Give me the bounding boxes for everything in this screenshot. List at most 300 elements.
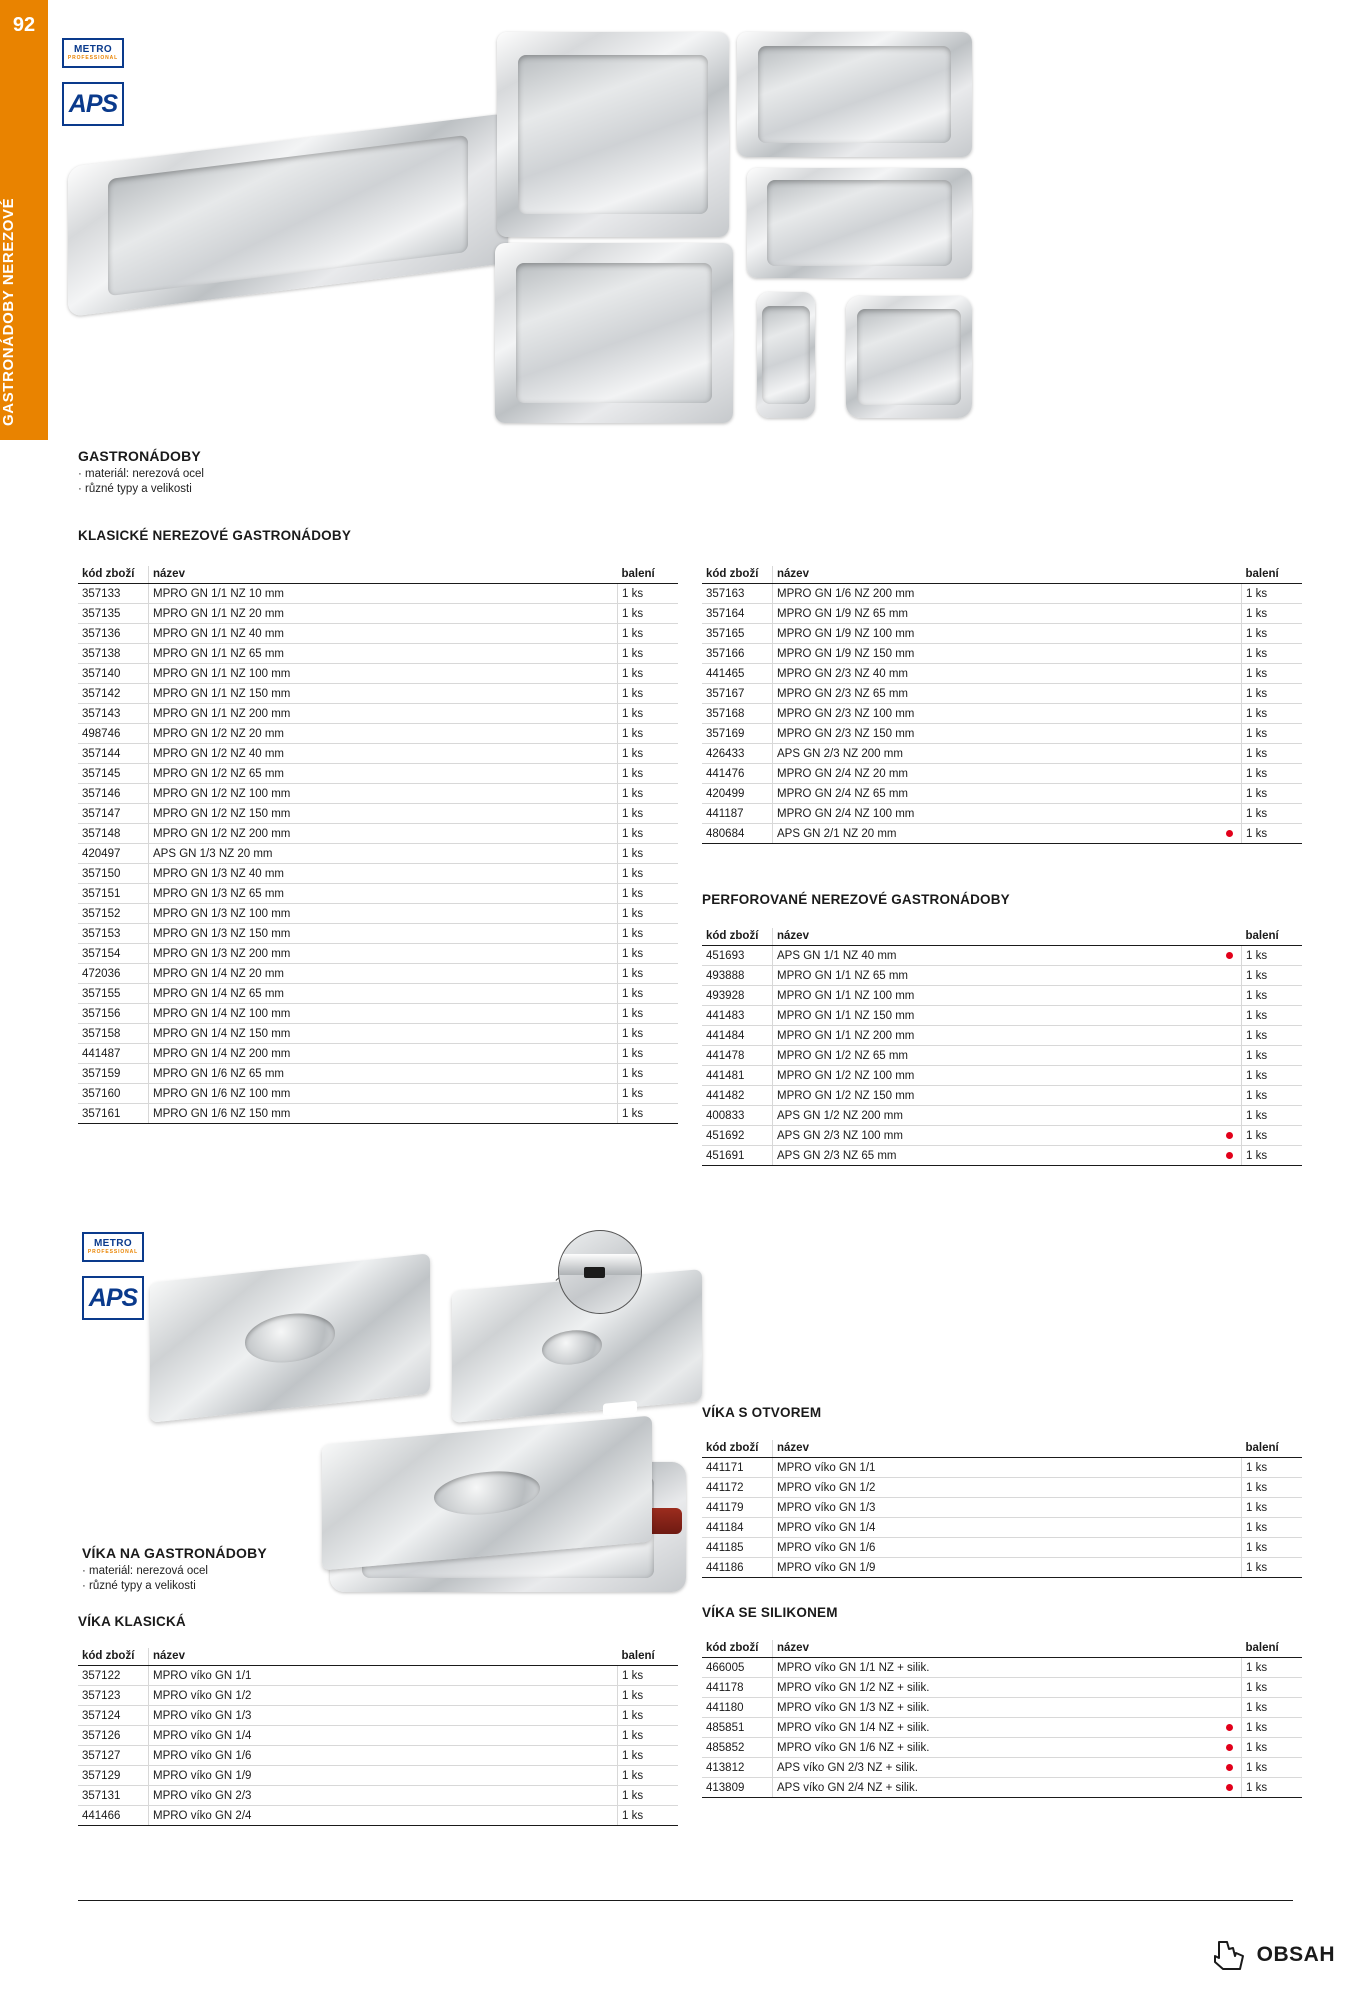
cell-name: MPRO víko GN 1/2 <box>149 1686 594 1706</box>
cell-name: MPRO víko GN 1/4 NZ + silik. <box>773 1718 1218 1738</box>
cell-code: 357138 <box>78 644 149 664</box>
cell-marker <box>1217 1758 1242 1778</box>
cell-marker <box>593 884 618 904</box>
cell-marker <box>1217 1518 1242 1538</box>
table-row <box>702 744 1302 764</box>
cell-code: 357144 <box>78 744 149 764</box>
lids-intro-bullet-1: · materiál: nerezová ocel <box>82 1565 208 1577</box>
cell-code: 357123 <box>78 1686 149 1706</box>
cell-marker <box>1217 1126 1242 1146</box>
cell-name: MPRO víko GN 1/3 NZ + silik. <box>773 1698 1218 1718</box>
cell-marker <box>593 624 618 644</box>
table-row <box>78 1084 678 1104</box>
lids-intro-title: VÍKA NA GASTRONÁDOBY <box>82 1545 267 1561</box>
callout-notch-mark <box>584 1267 605 1278</box>
cell-marker <box>593 704 618 724</box>
cell-pack: 1 ks <box>618 644 679 664</box>
table-row <box>78 724 678 744</box>
cell-marker <box>593 964 618 984</box>
footer-obsah-link[interactable] <box>1213 1940 1335 1970</box>
table-row <box>702 1558 1302 1578</box>
cell-marker <box>1217 1478 1242 1498</box>
cell-marker <box>1217 966 1242 986</box>
cell-pack: 1 ks <box>618 1766 679 1786</box>
table-row <box>702 584 1302 604</box>
cell-name: MPRO víko GN 1/3 <box>773 1498 1218 1518</box>
table-row <box>702 1086 1302 1106</box>
cell-pack: 1 ks <box>1242 604 1303 624</box>
cell-name: MPRO GN 1/3 NZ 100 mm <box>149 904 594 924</box>
table-row <box>702 1066 1302 1086</box>
cell-code: 357136 <box>78 624 149 644</box>
th-code: kód zboží <box>702 1640 773 1658</box>
table-perforated <box>702 928 1302 1166</box>
lid-notch <box>603 1401 637 1416</box>
cell-marker <box>593 924 618 944</box>
cell-code: 357154 <box>78 944 149 964</box>
cell-pack: 1 ks <box>1242 946 1303 966</box>
cell-name: MPRO GN 1/4 NZ 100 mm <box>149 1004 594 1024</box>
table-row <box>78 884 678 904</box>
cell-name: APS víko GN 2/4 NZ + silik. <box>773 1778 1218 1798</box>
cell-code: 441476 <box>702 764 773 784</box>
table-row <box>78 764 678 784</box>
th-dot <box>1217 1440 1242 1458</box>
cell-pack: 1 ks <box>1242 804 1303 824</box>
cell-name: MPRO GN 1/3 NZ 200 mm <box>149 944 594 964</box>
cell-pack: 1 ks <box>618 1064 679 1084</box>
cell-name: MPRO GN 1/4 NZ 65 mm <box>149 984 594 1004</box>
cell-pack: 1 ks <box>1242 1738 1303 1758</box>
cell-name: MPRO GN 1/1 NZ 100 mm <box>149 664 594 684</box>
cell-name: MPRO GN 1/9 NZ 150 mm <box>773 644 1218 664</box>
table-row <box>702 1498 1302 1518</box>
cell-marker <box>1217 624 1242 644</box>
cell-name: MPRO víko GN 1/9 <box>149 1766 594 1786</box>
table-row <box>78 684 678 704</box>
cell-code: 357145 <box>78 764 149 784</box>
table-row <box>702 1026 1302 1046</box>
pan-shallow-mid-right <box>747 168 972 278</box>
th-pack: balení <box>1242 566 1303 584</box>
cell-name: MPRO GN 1/6 NZ 65 mm <box>149 1064 594 1084</box>
table-row <box>78 824 678 844</box>
metro-logo-line1-2: METRO <box>93 1237 133 1249</box>
cell-name: MPRO víko GN 1/2 NZ + silik. <box>773 1678 1218 1698</box>
cell-pack: 1 ks <box>618 1686 679 1706</box>
cell-pack: 1 ks <box>1242 824 1303 844</box>
cell-marker <box>1217 1738 1242 1758</box>
red-dot-icon <box>1226 1784 1233 1791</box>
cell-code: 441171 <box>702 1458 773 1478</box>
cell-name: MPRO víko GN 1/1 NZ + silik. <box>773 1658 1218 1678</box>
cell-marker <box>1217 1086 1242 1106</box>
footer-obsah-label: OBSAH <box>1256 1943 1335 1966</box>
cell-code: 498746 <box>78 724 149 744</box>
th-name: název <box>149 566 594 584</box>
table-row <box>702 664 1302 684</box>
cell-marker <box>593 724 618 744</box>
cell-code: 466005 <box>702 1658 773 1678</box>
cell-pack: 1 ks <box>618 1666 679 1686</box>
cell-pack: 1 ks <box>1242 1086 1303 1106</box>
cell-pack: 1 ks <box>1242 724 1303 744</box>
red-dot-icon <box>1226 1764 1233 1771</box>
cell-name: APS GN 1/2 NZ 200 mm <box>773 1106 1218 1126</box>
cell-marker <box>593 1064 618 1084</box>
cell-pack: 1 ks <box>618 1004 679 1024</box>
cell-pack: 1 ks <box>618 964 679 984</box>
cell-code: 357126 <box>78 1726 149 1746</box>
cell-marker <box>1217 986 1242 1006</box>
cell-code: 426433 <box>702 744 773 764</box>
table-row <box>702 1758 1302 1778</box>
cell-pack: 1 ks <box>618 684 679 704</box>
brand-block-bottom <box>82 1232 144 1320</box>
table-row <box>702 804 1302 824</box>
cell-code: 480684 <box>702 824 773 844</box>
cell-name: MPRO víko GN 1/6 NZ + silik. <box>773 1738 1218 1758</box>
cell-name: MPRO GN 1/2 NZ 200 mm <box>149 824 594 844</box>
table-row <box>78 1024 678 1044</box>
cell-marker <box>1217 1026 1242 1046</box>
cell-name: MPRO GN 2/4 NZ 100 mm <box>773 804 1218 824</box>
cell-name: MPRO víko GN 2/3 <box>149 1786 594 1806</box>
cell-pack: 1 ks <box>1242 1458 1303 1478</box>
cell-marker <box>1217 1066 1242 1086</box>
cell-pack: 1 ks <box>618 1706 679 1726</box>
cell-pack: 1 ks <box>1242 986 1303 1006</box>
pan-deep-large-bottom <box>495 243 733 423</box>
th-code: kód zboží <box>78 566 149 584</box>
cell-marker <box>593 644 618 664</box>
red-dot-icon <box>1226 1132 1233 1139</box>
cell-code: 451693 <box>702 946 773 966</box>
red-dot-icon <box>1226 1152 1233 1159</box>
table-row <box>702 1658 1302 1678</box>
cell-name: MPRO GN 1/2 NZ 65 mm <box>149 764 594 784</box>
th-dot <box>593 566 618 584</box>
cell-marker <box>593 1666 618 1686</box>
cell-code: 441186 <box>702 1558 773 1578</box>
cell-name: MPRO víko GN 1/3 <box>149 1706 594 1726</box>
cell-pack: 1 ks <box>1242 1478 1303 1498</box>
cell-code: 485852 <box>702 1738 773 1758</box>
cell-name: APS GN 1/1 NZ 40 mm <box>773 946 1218 966</box>
cell-code: 451692 <box>702 1126 773 1146</box>
cell-pack: 1 ks <box>1242 1698 1303 1718</box>
table-lids-silicone <box>702 1640 1302 1798</box>
table-row <box>78 1726 678 1746</box>
cell-code: 441172 <box>702 1478 773 1498</box>
table-row <box>78 924 678 944</box>
cell-name: MPRO víko GN 1/1 <box>149 1666 594 1686</box>
cell-pack: 1 ks <box>618 744 679 764</box>
aps-logo <box>62 82 124 126</box>
cell-name: MPRO víko GN 1/4 <box>773 1518 1218 1538</box>
cell-name: MPRO GN 2/3 NZ 150 mm <box>773 724 1218 744</box>
table-row <box>78 1666 678 1686</box>
cell-pack: 1 ks <box>618 804 679 824</box>
cell-code: 357147 <box>78 804 149 824</box>
table-row <box>702 604 1302 624</box>
footer-divider <box>78 1900 1293 1901</box>
cell-pack: 1 ks <box>618 984 679 1004</box>
cell-marker <box>1217 704 1242 724</box>
table-row <box>78 1104 678 1124</box>
cell-code: 441187 <box>702 804 773 824</box>
cell-code: 441178 <box>702 1678 773 1698</box>
th-code: kód zboží <box>702 928 773 946</box>
cell-name: MPRO GN 1/1 NZ 150 mm <box>773 1006 1218 1026</box>
cell-code: 441180 <box>702 1698 773 1718</box>
table-row <box>78 644 678 664</box>
table-row <box>78 1064 678 1084</box>
cell-pack: 1 ks <box>618 584 679 604</box>
cell-code: 472036 <box>78 964 149 984</box>
cell-marker <box>1217 1538 1242 1558</box>
cell-pack: 1 ks <box>1242 1026 1303 1046</box>
cell-pack: 1 ks <box>1242 1066 1303 1086</box>
cell-code: 441179 <box>702 1498 773 1518</box>
cell-pack: 1 ks <box>618 1786 679 1806</box>
th-name: název <box>149 1648 594 1666</box>
brand-block-top <box>62 38 124 126</box>
cell-pack: 1 ks <box>618 1806 679 1826</box>
cell-marker <box>593 904 618 924</box>
th-pack: balení <box>1242 928 1303 946</box>
cell-marker <box>593 864 618 884</box>
table-classic-left <box>78 566 678 1124</box>
table-row <box>78 584 678 604</box>
product-intro-bullet-1: · materiál: nerezová ocel <box>78 468 204 480</box>
cell-marker <box>1217 584 1242 604</box>
cell-pack: 1 ks <box>1242 624 1303 644</box>
cell-marker <box>593 744 618 764</box>
cell-marker <box>1217 824 1242 844</box>
cell-marker <box>1217 1498 1242 1518</box>
table-row <box>78 804 678 824</box>
cell-code: 413809 <box>702 1778 773 1798</box>
cell-pack: 1 ks <box>1242 1758 1303 1778</box>
cell-marker <box>1217 684 1242 704</box>
cell-code: 357122 <box>78 1666 149 1686</box>
cell-name: MPRO GN 1/4 NZ 200 mm <box>149 1044 594 1064</box>
table-row <box>702 824 1302 844</box>
cell-name: APS GN 2/1 NZ 20 mm <box>773 824 1218 844</box>
cell-pack: 1 ks <box>1242 684 1303 704</box>
table-row <box>78 744 678 764</box>
cell-code: 441185 <box>702 1538 773 1558</box>
cell-code: 357135 <box>78 604 149 624</box>
table-row <box>78 964 678 984</box>
table-classic-right <box>702 566 1302 844</box>
table-row <box>78 1706 678 1726</box>
cell-pack: 1 ks <box>1242 584 1303 604</box>
th-dot <box>593 1648 618 1666</box>
cell-marker <box>593 984 618 1004</box>
cell-code: 441484 <box>702 1026 773 1046</box>
table-row <box>78 664 678 684</box>
cell-name: APS GN 1/3 NZ 20 mm <box>149 844 594 864</box>
section-title-perforated: PERFOROVANÉ NEREZOVÉ GASTRONÁDOBY <box>702 892 1010 907</box>
th-name: název <box>773 566 1218 584</box>
cell-code: 357158 <box>78 1024 149 1044</box>
th-dot <box>1217 1640 1242 1658</box>
cell-code: 451691 <box>702 1146 773 1166</box>
table-row <box>702 644 1302 664</box>
table-row <box>78 944 678 964</box>
cell-name: MPRO GN 1/2 NZ 100 mm <box>773 1066 1218 1086</box>
cell-marker <box>593 1766 618 1786</box>
cell-code: 420499 <box>702 784 773 804</box>
section-title-lids-silicone: VÍKA SE SILIKONEM <box>702 1605 838 1620</box>
th-pack: balení <box>1242 1640 1303 1658</box>
aps-logo-text: APS <box>68 89 118 118</box>
table-row <box>78 704 678 724</box>
cell-marker <box>593 1024 618 1044</box>
cell-marker <box>593 944 618 964</box>
cell-marker <box>1217 804 1242 824</box>
cell-code: 493888 <box>702 966 773 986</box>
table-row <box>702 1046 1302 1066</box>
table-row <box>78 1044 678 1064</box>
cell-pack: 1 ks <box>618 1044 679 1064</box>
cell-pack: 1 ks <box>618 704 679 724</box>
cell-code: 357131 <box>78 1786 149 1806</box>
cell-name: MPRO GN 1/4 NZ 20 mm <box>149 964 594 984</box>
cell-pack: 1 ks <box>618 904 679 924</box>
cell-pack: 1 ks <box>1242 1538 1303 1558</box>
cell-marker <box>593 1044 618 1064</box>
cell-name: MPRO GN 1/1 NZ 40 mm <box>149 624 594 644</box>
cell-pack: 1 ks <box>1242 1046 1303 1066</box>
cell-marker <box>593 824 618 844</box>
cell-code: 493928 <box>702 986 773 1006</box>
table-row <box>702 764 1302 784</box>
cell-code: 357143 <box>78 704 149 724</box>
th-name: název <box>773 1440 1218 1458</box>
cell-marker <box>593 764 618 784</box>
cell-code: 357129 <box>78 1766 149 1786</box>
cell-pack: 1 ks <box>1242 664 1303 684</box>
cell-code: 357163 <box>702 584 773 604</box>
lid-classic-image <box>150 1253 430 1422</box>
cell-name: MPRO GN 1/2 NZ 20 mm <box>149 724 594 744</box>
table-row <box>702 1006 1302 1026</box>
cell-name: MPRO GN 2/4 NZ 65 mm <box>773 784 1218 804</box>
table-row <box>702 946 1302 966</box>
metro-logo-line2: PROFESSIONAL <box>67 54 119 61</box>
cell-pack: 1 ks <box>1242 1498 1303 1518</box>
cell-pack: 1 ks <box>618 1746 679 1766</box>
cell-code: 400833 <box>702 1106 773 1126</box>
cell-name: MPRO GN 1/1 NZ 200 mm <box>149 704 594 724</box>
cell-marker <box>593 664 618 684</box>
cell-marker <box>593 1726 618 1746</box>
cell-marker <box>593 1786 618 1806</box>
cell-pack: 1 ks <box>618 604 679 624</box>
table-row <box>78 864 678 884</box>
cell-name: MPRO víko GN 1/4 <box>149 1726 594 1746</box>
cell-code: 413812 <box>702 1758 773 1778</box>
cell-name: APS víko GN 2/3 NZ + silik. <box>773 1758 1218 1778</box>
table-row <box>702 1678 1302 1698</box>
cell-marker <box>1217 1046 1242 1066</box>
th-name: název <box>773 1640 1218 1658</box>
cell-code: 441482 <box>702 1086 773 1106</box>
cell-name: MPRO GN 1/3 NZ 150 mm <box>149 924 594 944</box>
cell-marker <box>593 844 618 864</box>
cell-pack: 1 ks <box>1242 1678 1303 1698</box>
cell-code: 357166 <box>702 644 773 664</box>
cell-marker <box>1217 604 1242 624</box>
cell-marker <box>1217 946 1242 966</box>
cell-code: 357150 <box>78 864 149 884</box>
cell-pack: 1 ks <box>618 724 679 744</box>
metro-logo-line1: METRO <box>73 43 113 55</box>
cell-marker <box>593 1004 618 1024</box>
cell-code: 441483 <box>702 1006 773 1026</box>
cell-pack: 1 ks <box>618 1104 679 1124</box>
cell-pack: 1 ks <box>618 824 679 844</box>
lid-knob <box>245 1309 335 1366</box>
th-pack: balení <box>1242 1440 1303 1458</box>
cell-code: 357159 <box>78 1064 149 1084</box>
cell-name: MPRO GN 1/1 NZ 65 mm <box>773 966 1218 986</box>
cell-code: 357127 <box>78 1746 149 1766</box>
page-side-tab <box>0 0 48 440</box>
cell-marker <box>593 604 618 624</box>
section-title-lids-hole: VÍKA S OTVOREM <box>702 1405 822 1420</box>
cell-pack: 1 ks <box>1242 704 1303 724</box>
cell-marker <box>1217 1698 1242 1718</box>
cell-code: 357168 <box>702 704 773 724</box>
cell-marker <box>1217 764 1242 784</box>
cell-marker <box>593 1686 618 1706</box>
hand-pointer-icon <box>1213 1940 1247 1970</box>
product-intro-bullet-2: · různé typy a velikosti <box>78 483 192 495</box>
cell-pack: 1 ks <box>1242 764 1303 784</box>
lids-intro <box>82 1545 412 1594</box>
cell-name: MPRO víko GN 1/9 <box>773 1558 1218 1578</box>
cell-name: MPRO GN 1/4 NZ 150 mm <box>149 1024 594 1044</box>
cell-pack: 1 ks <box>618 664 679 684</box>
cell-code: 357124 <box>78 1706 149 1726</box>
cell-code: 420497 <box>78 844 149 864</box>
cell-code: 357161 <box>78 1104 149 1124</box>
cell-name: MPRO GN 1/2 NZ 150 mm <box>773 1086 1218 1106</box>
table-row <box>702 1106 1302 1126</box>
cell-name: MPRO GN 1/9 NZ 65 mm <box>773 604 1218 624</box>
cell-marker <box>1217 1006 1242 1026</box>
cell-marker <box>593 804 618 824</box>
cell-pack: 1 ks <box>1242 1658 1303 1678</box>
table-row <box>702 1698 1302 1718</box>
cell-marker <box>593 584 618 604</box>
cell-name: MPRO GN 1/3 NZ 65 mm <box>149 884 594 904</box>
cell-pack: 1 ks <box>1242 966 1303 986</box>
product-intro <box>78 448 498 497</box>
table-row <box>702 1738 1302 1758</box>
red-dot-icon <box>1226 1724 1233 1731</box>
cell-name: MPRO GN 2/3 NZ 100 mm <box>773 704 1218 724</box>
cell-marker <box>1217 784 1242 804</box>
section-title-classic: KLASICKÉ NEREZOVÉ GASTRONÁDOBY <box>78 528 352 543</box>
cell-pack: 1 ks <box>618 844 679 864</box>
cell-name: MPRO GN 1/9 NZ 100 mm <box>773 624 1218 644</box>
table-row <box>702 1478 1302 1498</box>
